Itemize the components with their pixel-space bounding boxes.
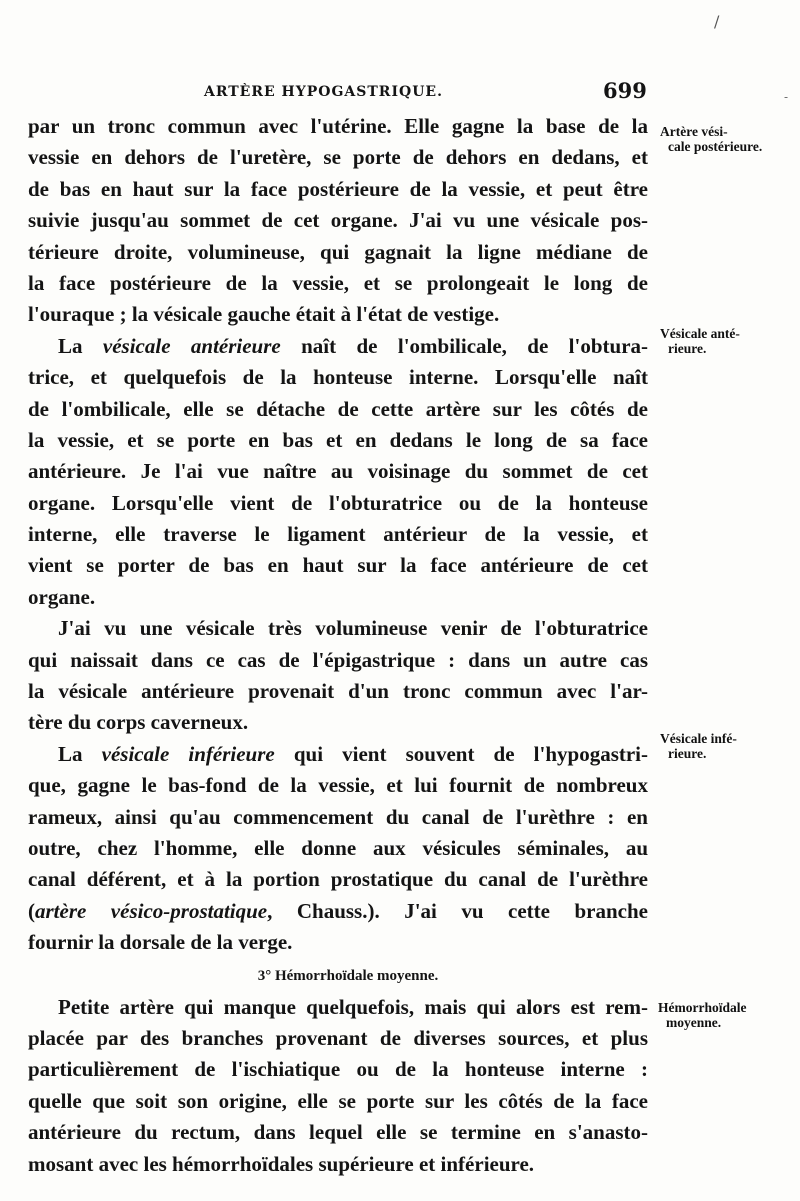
text-line (28, 896, 648, 927)
text-line: antérieure du rectum, dans lequel elle se termine en s'anasto- (28, 1120, 648, 1145)
text-line: de l'ombilicale, elle se détache de cette artère sur les côtés de (28, 396, 648, 421)
italic-term: vésicale inférieure (101, 741, 275, 766)
running-head: ARTÈRE HYPOGASTRIQUE. (204, 84, 443, 100)
margin-note-line: moyenne. (666, 1015, 722, 1030)
text-line: térieure droite, volumineuse, qui gagnait la ligne médiane de (28, 239, 648, 264)
text-line: Petite artère qui manque quelquefois, mais qui alors est rem- (58, 994, 648, 1019)
text-line: vessie en dehors de l'uretère, se porte de dehors en dedans, et (28, 145, 648, 170)
text-line: interne, elle traverse le ligament antérieur de la vessie, et (28, 522, 648, 547)
paragraph-hemorrhoidale-moyenne (28, 992, 648, 1180)
margin-note-line: Hémorrhoïdale (658, 1000, 747, 1015)
line-rest: , Chauss.). J'ai vu cette branche (267, 898, 648, 923)
margin-note-vesicale-anterieure (660, 326, 790, 356)
margin-note-line: rieure. (668, 746, 707, 761)
text-line: outre, chez l'homme, elle donne aux vésicules séminales, au (28, 835, 648, 860)
text-line: que, gagne le bas-fond de la vessie, et lui fournit de nombreux (28, 773, 648, 798)
text-line: qui naissait dans ce cas de l'épigastrique : dans un autre cas (28, 647, 648, 672)
margin-note-line: Vésicale anté- (660, 326, 740, 341)
text-line (28, 739, 648, 770)
paragraph-vesicale-inferieure (28, 739, 648, 959)
lead-word: La (58, 741, 83, 766)
text-line: la vessie, et se porte en bas et en dedans le long de sa face (28, 427, 648, 452)
paren-open: ( (28, 898, 35, 923)
margin-note-line: Vésicale infé- (660, 731, 737, 746)
text-line (28, 331, 648, 362)
section-subheading: 3° Hémorrhoïdale moyenne. (257, 967, 439, 984)
paragraph-vesicale-posterieure (28, 111, 648, 331)
text-line: l'ouraque ; la vésicale gauche était à l'état de vestige. (28, 302, 500, 327)
page-number: 699 (603, 78, 647, 103)
margin-note-line: cale postérieure. (668, 139, 763, 154)
margin-note-line: rieure. (668, 341, 707, 356)
paragraph-vesicale-anterieure (28, 331, 648, 614)
body-text (28, 111, 648, 1180)
margin-note-vesicale-posterieure (660, 124, 795, 154)
text-line: la vésicale antérieure provenait d'un tronc commun avec l'ar- (28, 679, 648, 704)
italic-term: artère vésico-prostatique (35, 898, 268, 923)
text-line: placée par des branches provenant de diverses sources, et plus (28, 1025, 648, 1050)
corner-ink-mark: - (784, 90, 789, 104)
italic-term: vésicale antérieure (102, 333, 281, 358)
text-line: trice, et quelquefois de la honteuse interne. Lorsqu'elle naît (28, 365, 648, 390)
text-line: suivie jusqu'au sommet de cet organe. J'ai vu une vésicale pos- (28, 208, 648, 233)
text-line: par un tronc commun avec l'utérine. Elle gagne la base de la (28, 114, 648, 138)
text-line: fournir la dorsale de la verge. (28, 930, 293, 955)
margin-note-line: Artère vési- (660, 124, 728, 139)
lead-word: La (58, 333, 83, 358)
text-line: vient se porter de bas en haut sur la face antérieure de cet (28, 553, 648, 578)
margin-note-hemorrhoidale-moyenne (658, 1000, 798, 1030)
line-rest: qui vient souvent de l'hypogastri- (293, 741, 649, 766)
text-line: antérieure. Je l'ai vue naître au voisinage du sommet de cet (28, 459, 648, 484)
text-line: quelle que soit son origine, elle se porte sur les côtés de la face (28, 1088, 648, 1113)
text-line: organe. Lorsqu'elle vient de l'obturatrice ou de la honteuse (28, 490, 648, 515)
paragraph-observation (28, 613, 648, 739)
stray-ink-mark: / (714, 12, 720, 31)
text-line: tère du corps caverneux. (28, 710, 249, 735)
text-line: organe. (28, 584, 96, 609)
line-rest: naît de l'ombilicale, de l'obtura- (301, 333, 649, 358)
text-line: de bas en haut sur la face postérieure de la vessie, et peut être (28, 176, 648, 201)
text-line: rameux, ainsi qu'au commencement du canal de l'urèthre : en (28, 804, 648, 829)
text-line: la face postérieure de la vessie, et se prolongeait le long de (28, 270, 648, 295)
text-line: canal déférent, et à la portion prostatique du canal de l'urèthre (28, 867, 648, 892)
margin-note-vesicale-inferieure (660, 731, 795, 761)
text-line: mosant avec les hémorrhoïdales supérieure et inférieure. (28, 1151, 535, 1176)
text-line: particulièrement de l'ischiatique ou de la honteuse interne : (28, 1057, 648, 1082)
text-line: J'ai vu une vésicale très volumineuse venir de l'obturatrice (58, 616, 648, 641)
